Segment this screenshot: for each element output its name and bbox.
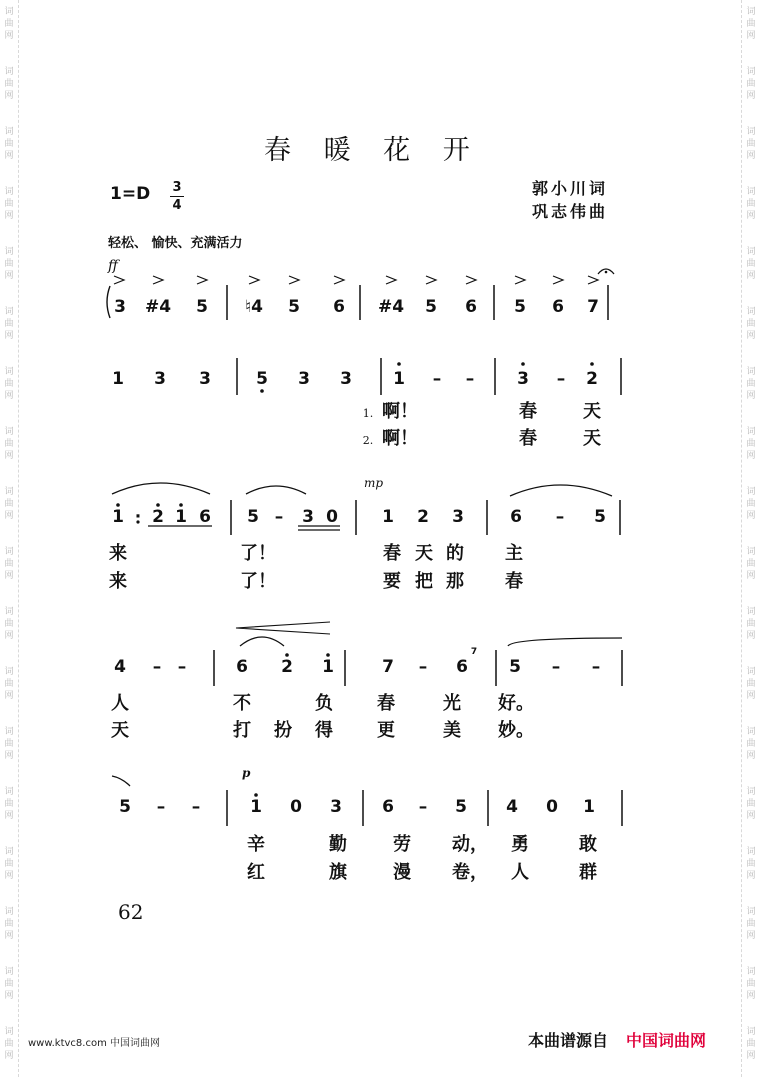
- lyric: 勇: [511, 834, 529, 855]
- lyric: 的: [446, 543, 464, 564]
- watermark-text: 词 曲 网: [746, 187, 756, 221]
- note: 6: [236, 657, 248, 677]
- note: –: [418, 797, 428, 817]
- note: 1: [583, 797, 595, 817]
- watermark-text: 词 曲 网: [746, 7, 756, 41]
- lyric: 春: [519, 428, 537, 449]
- note: 1: [393, 369, 405, 389]
- verse-number: 1.: [362, 407, 374, 420]
- note: 5: [425, 297, 437, 317]
- lyric: 那: [446, 571, 464, 592]
- footer-source: [528, 1028, 706, 1051]
- note: –: [556, 369, 566, 389]
- note: 4: [506, 797, 518, 817]
- watermark-text: 词 曲 网: [746, 787, 756, 821]
- lyric: 更: [377, 720, 395, 741]
- note: 3: [114, 297, 126, 317]
- lyric: 光: [443, 693, 461, 714]
- note: 3: [199, 369, 211, 389]
- note: 4: [114, 657, 126, 677]
- note: ♮4: [245, 297, 263, 317]
- lyric: 妙。: [498, 720, 534, 741]
- lyric: 漫: [393, 862, 411, 883]
- lyric: 主: [505, 543, 523, 564]
- note: 6: [333, 297, 345, 317]
- verse-number: 2.: [362, 434, 374, 447]
- lyric: 春: [505, 571, 523, 592]
- note: 1: [112, 507, 124, 527]
- open-bracket-icon: [107, 286, 110, 318]
- watermark-text: 词 曲 网: [746, 67, 756, 101]
- note: ·: [134, 507, 142, 527]
- watermark-text: 词 曲 网: [4, 1027, 14, 1061]
- lyric: 辛: [247, 834, 265, 855]
- lyric: 卷，: [452, 862, 488, 883]
- lyric: 劳: [393, 834, 411, 855]
- note: 2: [152, 507, 164, 527]
- lyric: 红: [247, 862, 265, 883]
- note: 1: [112, 369, 124, 389]
- lyric: 敢: [579, 834, 597, 855]
- note: –: [555, 507, 565, 527]
- note: 3: [517, 369, 529, 389]
- watermark-text: 词 曲 网: [746, 1027, 756, 1061]
- dynamic-ff: ff: [108, 258, 118, 274]
- note: 6: [465, 297, 477, 317]
- watermark-text: 词 曲 网: [4, 7, 14, 41]
- note: 0: [290, 797, 302, 817]
- note: 6: [552, 297, 564, 317]
- note: 3: [298, 369, 310, 389]
- lyricist-credit: 郭小川词: [532, 179, 609, 198]
- note: 3: [340, 369, 352, 389]
- watermark-text: 词 曲 网: [4, 787, 14, 821]
- watermark-text: 词 曲 网: [4, 427, 14, 461]
- lyric: 了！: [240, 543, 276, 564]
- note: 3: [154, 369, 166, 389]
- footer-site-name[interactable]: 中国词曲网: [626, 1031, 707, 1050]
- note: 5: [288, 297, 300, 317]
- page-number: 62: [118, 900, 144, 924]
- note: 2: [281, 657, 293, 677]
- watermark-text: 词 曲 网: [4, 187, 14, 221]
- lyric: 来: [109, 571, 127, 592]
- lyric: 把: [415, 571, 433, 592]
- watermark-text: 词 曲 网: [4, 247, 14, 281]
- lyric: 负: [315, 693, 333, 714]
- note: 6: [510, 507, 522, 527]
- lyric: 啊！: [382, 401, 418, 422]
- note: –: [156, 797, 166, 817]
- watermark-text: 词 曲 网: [746, 667, 756, 701]
- watermark-text: 词 曲 网: [4, 127, 14, 161]
- tempo-marking: 轻松、 愉快、充满活力: [108, 236, 243, 251]
- lyric: 美: [443, 720, 461, 741]
- watermark-text: 词 曲 网: [746, 427, 756, 461]
- watermark-text: 词 曲 网: [746, 967, 756, 1001]
- note: 3: [330, 797, 342, 817]
- lyric: 春: [519, 401, 537, 422]
- note: 7: [470, 647, 478, 657]
- lyric: 要: [383, 571, 401, 592]
- crescendo-hairpin: [236, 622, 330, 634]
- song-title: 春 暖 花 开: [264, 135, 482, 166]
- note: –: [274, 507, 284, 527]
- note: 5: [509, 657, 521, 677]
- note: –: [551, 657, 561, 677]
- note: 1: [250, 797, 262, 817]
- note: –: [191, 797, 201, 817]
- watermark-text: 词 曲 网: [4, 487, 14, 521]
- lyric: 不: [233, 693, 251, 714]
- watermark-text: 词 曲 网: [746, 307, 756, 341]
- note: 5: [455, 797, 467, 817]
- note: 6: [456, 657, 468, 677]
- lyric: 群: [579, 862, 597, 883]
- watermark-text: 词 曲 网: [4, 847, 14, 881]
- lyric: 勤: [329, 834, 347, 855]
- time-signature-top: 3: [172, 180, 182, 195]
- note: 1: [322, 657, 334, 677]
- lyric: 扮: [274, 720, 292, 741]
- note: 5: [196, 297, 208, 317]
- note: #4: [144, 297, 172, 317]
- watermark-text: 词 曲 网: [4, 547, 14, 581]
- note: –: [591, 657, 601, 677]
- note: 6: [199, 507, 211, 527]
- note: 5: [119, 797, 131, 817]
- lyric: 了！: [240, 571, 276, 592]
- note: –: [418, 657, 428, 677]
- watermark-text: 词 曲 网: [746, 547, 756, 581]
- watermark-text: 词 曲 网: [4, 367, 14, 401]
- watermark-text: 词 曲 网: [4, 967, 14, 1001]
- watermark-text: 词 曲 网: [746, 847, 756, 881]
- dynamic-mp: mp: [364, 476, 384, 490]
- slurs: [112, 483, 622, 786]
- watermark-text: 词 曲 网: [746, 607, 756, 641]
- watermark-text: 词 曲 网: [4, 667, 14, 701]
- lyric: 天: [111, 720, 129, 741]
- note: –: [152, 657, 162, 677]
- note: 7: [382, 657, 394, 677]
- dynamic-p: p: [242, 766, 251, 780]
- lyric: 人: [511, 862, 529, 883]
- accent-marks: [114, 276, 598, 284]
- note: 3: [452, 507, 464, 527]
- watermark-text: 词 曲 网: [4, 607, 14, 641]
- note: 1: [382, 507, 394, 527]
- lyric: 旗: [329, 862, 347, 883]
- lyric: 来: [109, 543, 127, 564]
- note: 2: [586, 369, 598, 389]
- watermark-text: 词 曲 网: [746, 367, 756, 401]
- watermark-text: 词 曲 网: [4, 67, 14, 101]
- footer-source-label: 本曲谱源自: [528, 1031, 609, 1050]
- note: –: [465, 369, 475, 389]
- lyric: 天: [583, 401, 601, 422]
- note: 0: [546, 797, 558, 817]
- lyric: 好。: [498, 693, 534, 714]
- watermark-text: 词 曲 网: [4, 727, 14, 761]
- note: 5: [256, 369, 268, 389]
- note: 5: [247, 507, 259, 527]
- lyric: 天: [583, 428, 601, 449]
- note: 5: [514, 297, 526, 317]
- watermark-text: 词 曲 网: [746, 247, 756, 281]
- note: 3: [302, 507, 314, 527]
- note: #4: [377, 297, 405, 317]
- watermark-text: 词 曲 网: [746, 127, 756, 161]
- lyric: 啊！: [382, 428, 418, 449]
- note: –: [177, 657, 187, 677]
- lyric: 人: [111, 693, 129, 714]
- key-signature: 1=D: [110, 184, 151, 204]
- lyric: 动，: [452, 834, 488, 855]
- watermark-text: 词 曲 网: [4, 307, 14, 341]
- lyric: 得: [315, 720, 333, 741]
- watermark-text: 词 曲 网: [746, 727, 756, 761]
- note: 1: [175, 507, 187, 527]
- note: 0: [326, 507, 338, 527]
- lyric: 春: [383, 543, 401, 564]
- lyric: 春: [377, 693, 395, 714]
- watermark-text: 词 曲 网: [4, 907, 14, 941]
- composer-credit: 巩志伟曲: [532, 202, 609, 221]
- lyric: 天: [415, 543, 433, 564]
- footer-site-link[interactable]: www.ktvc8.com 中国词曲网: [28, 1038, 161, 1049]
- note: 7: [587, 297, 599, 317]
- time-signature-bottom: 4: [172, 198, 182, 213]
- lyric: 打: [233, 720, 251, 741]
- note: 2: [417, 507, 429, 527]
- note: –: [432, 369, 442, 389]
- note: 5: [594, 507, 606, 527]
- watermark-text: 词 曲 网: [746, 487, 756, 521]
- note: 6: [382, 797, 394, 817]
- watermark-text: 词 曲 网: [746, 907, 756, 941]
